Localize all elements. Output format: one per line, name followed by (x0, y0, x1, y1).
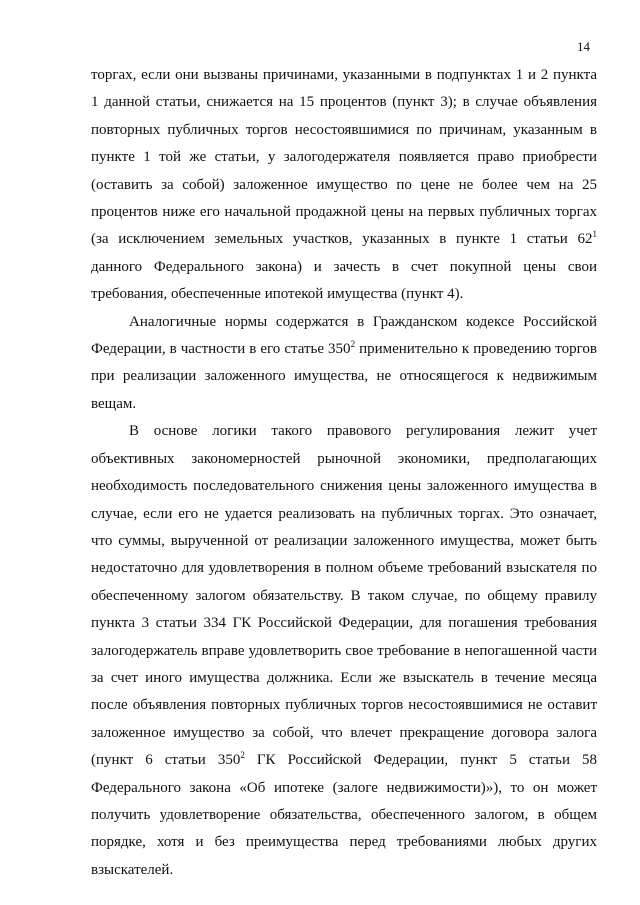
paragraph-continued (91, 62, 597, 309)
paragraph-text: ГК Российской Федерации, пункт 5 статьи 58 Федерального закона «Об ипотеке (залоге недвижимости)»), то он может получить удовлетворение обязательства, обеспеченного залогом, в общем порядке, хотя и без преимущества перед требованиями любых других взыскателей. (91, 752, 597, 878)
superscript-article-index: 2 (350, 339, 356, 350)
superscript-article-index: 2 (240, 750, 245, 761)
paragraph-text: применительно к проведению торгов при реализации заложенного имущества, не относящегося к недвижимым вещам. (91, 341, 597, 412)
paragraph-regulation-logic (91, 418, 597, 884)
document-body (91, 62, 597, 884)
paragraph-text: Аналогичные нормы содержатся в Гражданском кодексе Российской Федерации, в частности в его статье 350 (91, 313, 597, 358)
paragraph-analogous-norms (91, 309, 597, 419)
paragraph-text: В основе логики такого правового регулирования лежит учет объективных закономерностей рыночной экономики, предполагающих необходимость последовательного снижения цены заложенного имущества в случае, если его не удается реализовать на публичных торгах. Это означает, что суммы, вырученной от реализации заложенного имущества, может быть недостаточно для удовлетворения в полном объеме требований взыскателя по обеспеченному залогом обязательству. В таком случае, по общему правилу пункта 3 статьи 334 ГК Российской Федерации, для погашения требования залогодержатель вправе удовлетворить свое требование в непогашенной части за счет иного имущества должника. Если же взыскатель в течение месяца после объявления повторных публичных торгов несостоявшимися не оставит заложенное имущество за собой, что влечет прекращение договора залога (пункт 6 статьи 350 (91, 423, 597, 769)
superscript-footnote: 1 (592, 229, 597, 240)
page-number: 14 (577, 39, 590, 54)
paragraph-text: данного Федерального закона) и зачесть в счет покупной цены свои требования, обеспеченные ипотекой имущества (пункт 4). (91, 258, 597, 303)
paragraph-text: торгах, если они вызваны причинами, указанными в подпунктах 1 и 2 пункта 1 данной статьи, снижается на 15 процентов (пункт 3); в случае объявления повторных публичных торгов несостоявшимися по причинам, указанным в пункте 1 той же статьи, у залогодержателя появляется право приобрести (оставить за собой) заложенное имущество по цене не более чем на 25 процентов ниже его начальной продажной цены на первых публичных торгах (за исключением земельных участков, указанных в пункте 1 статьи 62 (91, 67, 597, 248)
